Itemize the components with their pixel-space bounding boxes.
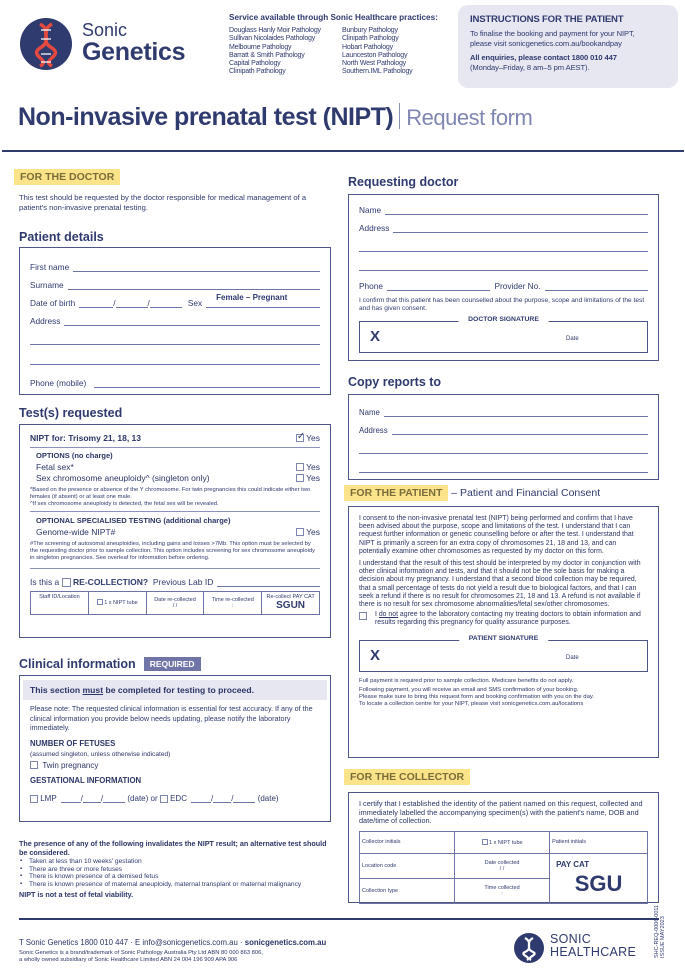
form-code: SHC-REQ-0006-0011 ISSUE MAY2023 <box>654 904 666 958</box>
sca-option[interactable] <box>296 473 320 483</box>
dob-label: Date of birth <box>30 298 76 308</box>
copy-reports-heading: Copy reports to <box>348 375 442 389</box>
phone-label: Phone (mobile) <box>30 378 87 388</box>
collector-tube-cell[interactable]: 1 x NIPT tube <box>455 831 550 853</box>
address-line-3[interactable] <box>30 364 320 365</box>
do-not-agree-checkbox[interactable] <box>359 612 367 620</box>
doctor-address-input[interactable] <box>393 223 648 233</box>
edc-checkbox[interactable] <box>160 795 168 803</box>
dob-year-input[interactable] <box>150 298 182 308</box>
sex-value: Female – Pregnant <box>216 293 288 302</box>
for-the-collector-badge: FOR THE COLLECTOR <box>344 771 470 783</box>
recollection-checkbox[interactable] <box>62 578 71 587</box>
staff-id-cell[interactable]: Staff ID/Location <box>31 591 89 614</box>
services-column-1 <box>229 27 321 77</box>
footer-website-link[interactable]: sonicgenetics.com.au <box>244 938 327 947</box>
consent-heading-text: – Patient and Financial Consent <box>448 487 601 499</box>
date-recollected-cell[interactable]: Date re-collected / / <box>146 591 204 614</box>
collector-grid <box>359 831 648 904</box>
time-collected-cell[interactable]: Time collected : <box>455 878 550 903</box>
doctor-phone-input[interactable] <box>387 281 490 291</box>
previous-lab-id-label: Previous Lab ID <box>152 576 214 587</box>
edc-day-input[interactable] <box>191 793 211 803</box>
do-not-agree-option[interactable]: I do not agree to the laboratory contacting my treating doctors to obtain information and results regarding this pregnancy for quality assurance purposes. <box>359 611 648 627</box>
doctor-name-input[interactable] <box>385 205 648 215</box>
title-divider-rule <box>2 150 684 152</box>
surname-label: Surname <box>30 280 64 290</box>
gestational-title: GESTATIONAL INFORMATION <box>30 775 142 785</box>
first-name-input[interactable] <box>73 262 320 272</box>
divider <box>30 511 320 512</box>
lmp-year-input[interactable] <box>103 793 125 803</box>
sonic-healthcare-logo-icon <box>514 933 544 963</box>
service-item: Bunbury Pathology <box>342 27 398 34</box>
optional-testing-title: OPTIONAL SPECIALISED TESTING (additional charge) <box>36 516 231 526</box>
footer-rule <box>19 918 659 920</box>
genome-option[interactable] <box>296 527 320 537</box>
service-item: Hobart Pathology <box>342 43 393 51</box>
for-the-doctor-badge: FOR THE DOCTOR <box>14 171 120 183</box>
service-item: Launceston Pathology <box>342 51 408 59</box>
for-the-patient-badge: FOR THE PATIENT <box>344 485 448 501</box>
collector-certification: I certify that I established the identity of the patient named on this request, collected and immediately labelled the accompanying specimen(s) with the patient's name, DOB and date/time of collection. <box>359 799 643 826</box>
copy-name-input[interactable] <box>384 407 648 417</box>
payment-note: Full payment is required prior to sample collection. Medicare benefits do not apply. <box>359 677 574 684</box>
copy-reports-box <box>348 394 659 480</box>
paycat-value: SGU <box>574 870 623 896</box>
recollection-prefix: Is this a <box>30 576 60 587</box>
instructions-line: To finalise the booking and payment for your NIPT, <box>470 29 635 38</box>
signature-date-label: Date <box>566 654 579 661</box>
must-complete-banner: This section must be completed for testing to proceed. <box>23 680 327 700</box>
clinical-heading: Clinical information <box>19 657 136 671</box>
counselling-confirmation: I confirm that this patient has been counselled about the purpose, scope and limitations of the test and has given consent. <box>359 297 645 312</box>
dob-month-input[interactable] <box>116 298 148 308</box>
nipt-checkbox[interactable] <box>296 434 304 442</box>
enquiries-hours: (Monday–Friday, 8 am–5 pm AEST). <box>470 63 590 72</box>
please-note-text: Please note: The requested clinical information is essential for test accuracy. If any of the clinical information you provide below needs updating, please notify the laboratory immediately. <box>30 704 313 732</box>
invalidates-section <box>19 840 334 899</box>
service-item: Southern.IML Pathology <box>342 68 413 76</box>
address-field[interactable] <box>30 312 320 326</box>
patient-instructions-panel <box>458 5 678 88</box>
collector-tube-checkbox[interactable] <box>482 839 488 845</box>
fetuses-subtitle: (assumed singleton, unless otherwise indicated) <box>30 750 171 758</box>
signature-x-mark: X <box>370 646 381 664</box>
payment-notes <box>359 678 648 708</box>
payment-note: Please make sure to bring this request form and booking confirmation with you on the day. <box>359 693 594 700</box>
paycat-label: PAY CAT <box>556 859 590 869</box>
tests-box <box>19 424 331 638</box>
doctor-phone-label: Phone <box>359 281 383 291</box>
sca-row <box>36 473 320 483</box>
page-title-main: Non-invasive prenatal test (NIPT) <box>18 103 394 131</box>
invalidates-item: ▪ Taken at less than 10 weeks' gestation <box>19 858 334 866</box>
fetal-sex-checkbox[interactable] <box>296 463 304 471</box>
payment-note: Following payment, you will receive an email and SMS confirmation of your booking. <box>359 686 579 693</box>
previous-lab-id-input[interactable] <box>217 577 320 587</box>
service-item: Barratt & Smith Pathology <box>229 51 305 59</box>
sonic-healthcare-wordmark: SONIC HEALTHCARE <box>550 932 637 959</box>
edc-month-input[interactable] <box>213 793 231 803</box>
sex-label: Sex <box>187 298 203 308</box>
patient-consent-heading <box>344 487 600 499</box>
instructions-title: INSTRUCTIONS FOR THE PATIENT <box>470 14 624 25</box>
copy-address-line-2[interactable] <box>359 453 648 454</box>
genome-label: Genome-wide NIPT# <box>36 527 116 538</box>
location-code-cell[interactable]: Location code <box>360 853 455 878</box>
copy-name-field[interactable] <box>359 403 648 417</box>
phone-field[interactable] <box>30 374 320 388</box>
nipt-yes-option[interactable] <box>296 433 320 443</box>
nipt-row <box>30 431 320 444</box>
patient-details-box <box>19 247 331 395</box>
requesting-doctor-heading: Requesting doctor <box>348 175 459 189</box>
edc-year-input[interactable] <box>233 793 255 803</box>
provider-no-input[interactable] <box>545 281 648 291</box>
dob-day-input[interactable] <box>79 298 113 308</box>
invalidates-item: ▪ There is known presence of a demised fetus <box>19 873 334 881</box>
doctor-signature-label: DOCTOR SIGNATURE <box>458 316 549 323</box>
doctor-name-field[interactable] <box>359 201 648 215</box>
signature-x-mark: X <box>370 328 381 345</box>
lmp-month-input[interactable] <box>83 793 101 803</box>
twin-checkbox[interactable] <box>30 761 38 769</box>
tube-checkbox[interactable] <box>97 599 103 605</box>
invalidates-item: ▪ There is known presence of maternal aneuploidy, maternal transplant or maternal malignancy <box>19 881 334 889</box>
service-item: Sullivan Nicolaides Pathology <box>229 35 316 43</box>
date-collected-cell[interactable]: Date collected / / <box>455 853 550 878</box>
gestational-row: LMP / / (date) or EDC / / (date) <box>30 789 320 803</box>
twin-pregnancy-option[interactable]: Twin pregnancy <box>30 761 320 770</box>
invalidates-list <box>19 858 334 888</box>
options-title: OPTIONS (no charge) <box>36 451 113 460</box>
sca-checkbox[interactable] <box>296 474 304 482</box>
doctor-name-label: Name <box>359 205 382 215</box>
services-title: Service available through Sonic Healthcare practices: <box>229 13 438 22</box>
clinical-box <box>19 675 331 822</box>
lmp-day-input[interactable] <box>61 793 81 803</box>
paycat-cell <box>550 853 648 903</box>
recollection-row <box>30 573 320 587</box>
sonic-genetics-logo-icon <box>20 18 72 70</box>
doctor-address-line-2[interactable] <box>359 251 648 252</box>
signature-date-label: Date <box>566 336 579 342</box>
time-recollected-cell[interactable]: Time re-collected : <box>204 591 262 614</box>
required-badge: REQUIRED <box>144 657 201 671</box>
invalidates-item: ▪ There are three or more fetuses <box>19 866 334 874</box>
doctor-signature-box[interactable] <box>359 316 648 353</box>
copy-address-label: Address <box>359 426 388 435</box>
doctor-address-field[interactable] <box>359 219 648 233</box>
service-item: Clinipath Pathology <box>342 35 399 43</box>
copy-address-field[interactable] <box>359 421 648 435</box>
logo-text-genetics: Genetics <box>82 38 186 66</box>
patient-consent-box <box>348 506 659 758</box>
title-divider <box>399 103 400 129</box>
nipt-yes-label: Yes <box>306 432 320 443</box>
copy-address-line-3[interactable] <box>359 472 648 473</box>
genome-row <box>36 527 320 537</box>
patient-signature-box[interactable] <box>359 634 648 672</box>
collection-type-cell[interactable]: Collection type <box>360 878 455 903</box>
services-column-2 <box>342 27 412 77</box>
recollect-paycat-cell: Re-collect PAY CAT SGUN <box>262 591 320 614</box>
logo-text-sonic: Sonic <box>82 20 128 40</box>
collector-box <box>348 792 659 903</box>
recollect-paycat-value: SGUN <box>276 600 306 612</box>
consent-paragraph-2: I understand that the result of this test should be interpreted by my doctor in conjunction with other clinical information and tests, and that it should not be the sole basis for making a decision about my pregnancy. I understand that a second blood collection may be required, that a small percentage of tests do not yield a result due to biological factors, and that I can seek a refund if there is no result for chromosomes 21, 18 and 13. A refund is not available if there is no result for sex chromosome abnormalities/fetal sex/other chromosomes. <box>359 560 641 609</box>
divider <box>30 568 320 569</box>
footer-contact-text: T Sonic Genetics 1800 010 447 · E info@sonicgenetics.com.au · <box>19 938 245 947</box>
lmp-checkbox[interactable] <box>30 795 38 803</box>
divider <box>30 447 320 448</box>
genome-footnote: #The screening of autosomal aneuploidies, including gains and losses >7Mb. This option must be selected by the requesting doctor prior to sample collection. This option includes screening for sex chromosome aneuploidy in singleton pregnancies. See overleaf for information before ordering. <box>30 541 316 561</box>
sca-label: Sex chromosome aneuploidy^ (singleton only) <box>36 473 210 483</box>
fetal-sex-option[interactable] <box>296 462 320 472</box>
address-input[interactable] <box>64 316 320 326</box>
patient-signature-label: PATIENT SIGNATURE <box>459 635 548 642</box>
viability-note: NIPT is not a test of fetal viability. <box>19 890 134 900</box>
service-item: Clinipath Pathology <box>229 68 286 76</box>
provider-no-label: Provider No. <box>494 281 541 291</box>
doctor-address-line-3[interactable] <box>359 270 648 271</box>
consent-paragraph-1: I consent to the non-invasive prenatal test (NIPT) being performed and confirm that I have been advised about the purpose, scope and limitations of the test. I understand that I can request further information or genetic counselling before or after the test. I understand that NIPT is primarily a screen for an extra copy of chromosomes 21, 18 and 13, and can potentially examine other chromosomes as requested by my doctor on this form. <box>359 515 634 555</box>
footer-contact <box>19 938 326 947</box>
service-item: North West Pathology <box>342 60 406 68</box>
patient-details-heading: Patient details <box>19 230 104 244</box>
address-line-2[interactable] <box>30 344 320 345</box>
dob-field[interactable]: Date of birth / / Sex Female – Pregnant <box>30 294 320 308</box>
service-item: Capital Pathology <box>229 60 281 68</box>
yes-label: Yes <box>306 527 320 538</box>
fetal-sex-row <box>36 462 320 472</box>
collector-initials-cell[interactable]: Collector initials <box>360 831 455 853</box>
footer-legal: Sonic Genetics is a brand/trademark of Sonic Pathology Australia Pty Ltd ABN 80 000 863 806, a wholly owned subsidiary of Sonic Healthcare Limited ABN 24 004 196 909 APA 906 <box>19 950 263 963</box>
service-item: Melbourne Pathology <box>229 43 292 51</box>
requesting-doctor-box <box>348 194 659 361</box>
booking-link[interactable]: please visit sonicgenetics.com.au/bookandpay <box>470 39 622 48</box>
nipt-label: NIPT for: Trisomy 21, 18, 13 <box>30 432 142 443</box>
phone-input[interactable] <box>94 378 320 388</box>
enquiries-phone: All enquiries, please contact 1800 010 447 <box>470 53 617 62</box>
patient-initials-cell[interactable]: Patient initials <box>550 831 648 853</box>
copy-address-input[interactable] <box>392 425 648 435</box>
recollection-label: RE-COLLECTION? <box>73 576 149 587</box>
page-title <box>18 103 532 132</box>
tests-heading: Test(s) requested <box>19 406 123 420</box>
copy-name-label: Name <box>359 408 380 417</box>
sca-footnote: ^If sex chromosome aneuploidy is detected, the fetal sex will be revealed. <box>30 500 219 507</box>
sex-input[interactable] <box>206 293 320 308</box>
service-item: Douglass Hanly Moir Pathology <box>229 27 321 34</box>
first-name-label: First name <box>30 262 70 272</box>
fetuses-title: NUMBER OF FETUSES <box>30 738 116 748</box>
yes-label: Yes <box>306 462 320 472</box>
page-subtitle: Request form <box>406 105 533 130</box>
fetal-sex-label: Fetal sex* <box>36 462 74 472</box>
surname-input[interactable] <box>68 280 320 290</box>
tube-cell[interactable]: 1 x NIPT tube <box>88 591 146 614</box>
first-name-field[interactable] <box>30 258 320 272</box>
surname-field[interactable] <box>30 276 320 290</box>
payment-note: To locate a collection centre for your NIPT, please visit sonicgenetics.com.au/locations <box>359 700 584 707</box>
doctor-intro-text: This test should be requested by the doctor responsible for medical management of a patient's non-invasive prenatal testing. <box>19 193 307 212</box>
invalidates-intro: The presence of any of the following invalidates the NIPT result; an alternative test should be considered. <box>19 839 327 857</box>
recollection-grid <box>30 591 320 615</box>
doctor-phone-row <box>359 277 648 291</box>
genome-checkbox[interactable] <box>296 528 304 536</box>
fetal-sex-footnote: *Based on the presence or absence of the Y chromosome. For twin pregnancies this could indicate either two females (if absent) or at least one male. <box>30 487 311 500</box>
address-label: Address <box>30 316 61 326</box>
clinical-heading-row <box>19 657 201 671</box>
yes-label: Yes <box>306 473 320 483</box>
doctor-address-label: Address <box>359 223 390 233</box>
